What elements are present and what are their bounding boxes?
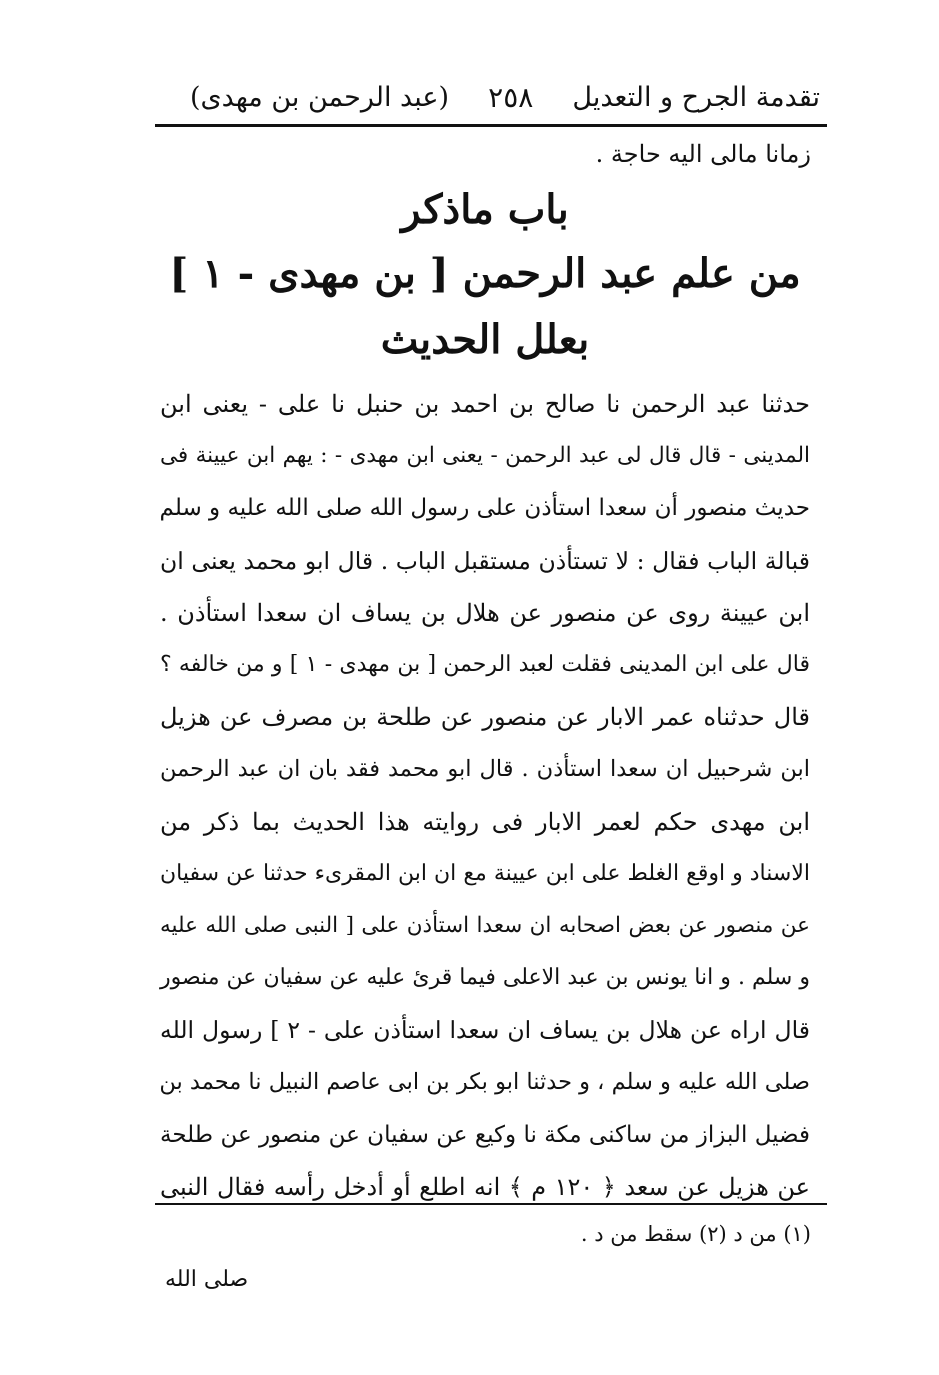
chapter-heading-line-2: من علم عبد الرحمن [ بن مهدى - ١ ] — [169, 250, 801, 297]
text-line: ابن شرحبيل ان سعدا استأذن . قال ابو محمد فقد بان ان عبد الرحمن — [160, 756, 810, 783]
footnote-rule — [155, 1203, 827, 1205]
text-line: ابن مهدى حكم لعمر الابار فى روايته هذا الحديث بما ذكر من — [160, 807, 810, 836]
text-line: فضيل البزاز من ساكنى مكة نا وكيع عن سفيان عن منصور عن طلحة — [160, 1121, 810, 1148]
text-line: حديث منصور أن سعدا استأذن على رسول الله صلى الله عليه و سلم — [159, 495, 810, 522]
text-line: قال على ابن المدينى فقلت لعبد الرحمن [ بن مهدى - ١ ] و من خالفه ؟ — [160, 651, 811, 677]
body-text — [160, 378, 810, 1213]
text-line: قال حدثناه عمر الابار عن منصور عن طلحة بن مصرف عن هزيل — [160, 703, 810, 732]
text-line: حدثنا عبد الرحمن نا صالح بن احمد بن حنبل نا على - يعنى ابن — [160, 390, 810, 418]
page-number: ٢٥٨ — [488, 80, 534, 114]
section-title: (عبد الرحمن بن مهدى) — [190, 81, 450, 113]
text-line: و سلم . و انا يونس بن عبد الاعلى فيما قرئ عليه عن سفيان عن منصور — [160, 965, 810, 991]
header-rule — [155, 124, 827, 127]
text-line: صلى الله عليه و سلم ، و حدثنا ابو بكر بن ابى عاصم النبيل نا محمد بن — [159, 1069, 810, 1096]
text-line: الاسناد و اوقع الغلط على ابن عيينة مع ان ابن المقرىء حدثنا عن سفيان — [160, 860, 810, 886]
chapter-heading-line-1: باب ماذكر — [401, 186, 569, 233]
book-title: تقدمة الجرح و التعديل — [572, 81, 820, 113]
chapter-heading-line-3: بعلل الحديث — [380, 316, 590, 363]
text-line: ابن عيينة روى عن منصور عن هلال بن يساف ان سعدا استأذن . — [160, 598, 810, 627]
footnote: (١) من د (٢) سقط من د . — [580, 1222, 811, 1246]
text-line: عن هزيل عن سعد ﴿ ١٢٠ م ﴾ انه اطلع أو أدخل رأسه فقال النبى — [160, 1172, 810, 1201]
catchword: صلى الله — [165, 1267, 249, 1292]
text-line: عن منصور عن بعض اصحابه ان سعدا استأذن على [ النبى صلى الله عليه — [160, 912, 810, 938]
lead-line: زمانا مالى اليه حاجة . — [595, 140, 811, 168]
running-header — [190, 72, 820, 122]
text-line: قبالة الباب فقال : لا تستأذن مستقبل الباب . قال ابو محمد يعنى ان — [160, 546, 810, 575]
text-line: المدينى - قال قال لى عبد الرحمن - يعنى ابن مهدى - : يهم ابن عيينة فى — [160, 443, 810, 469]
text-line: قال اراه عن هلال بن يساف ان سعدا استأذن على - ٢ ] رسول الله — [160, 1016, 810, 1045]
